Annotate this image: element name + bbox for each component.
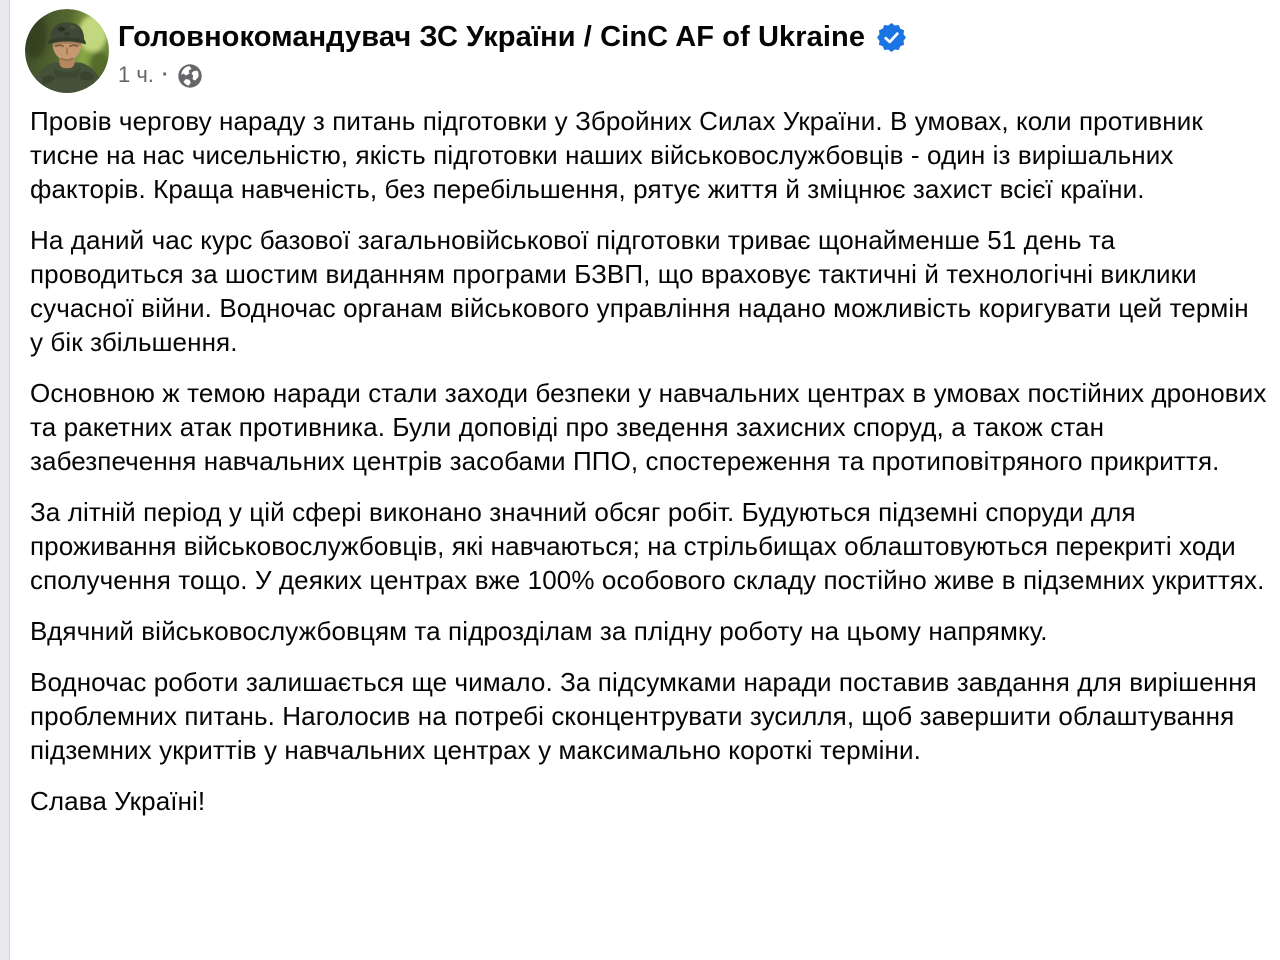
page-name-link[interactable]: Головнокомандувач ЗС України / CinC AF of Ukraine: [118, 21, 866, 53]
post-paragraph: Водночас роботи залишається ще чимало. За підсумками наради поставив завдання для вирішення проблемних питань. Наголосив на потребі сконцентрувати зусилля, щоб завершити облаштування підземних укриттів у навчальних центрах у максимально короткі терміни.: [30, 667, 1257, 765]
post-paragraph: На даний час курс базової загальновійськової підготовки триває щонайменше 51 день та проводиться за шостим виданням програми БЗВП, що враховує тактичні й технологічні виклики сучасної війни. Водночас органам військового управління надано можливість коригувати цей термін у бік збільшення.: [30, 225, 1249, 357]
post-paragraph: Провів чергову нараду з питань підготовки у Збройних Силах України. В умовах, коли противник тисне на нас чисельністю, якість підготовки наших військовослужбовців - один із вирішальних факторів. Краща навченість, без перебільшення, рятує життя й зміцнює захист всієї країни.: [30, 106, 1203, 204]
post-header: [11, 0, 1280, 93]
avatar-photo: [25, 9, 109, 93]
post-text: [11, 93, 1280, 818]
post-meta-row: [118, 61, 906, 89]
post-paragraph: За літній період у цій сфері виконано значний обсяг робіт. Будуються підземні споруди для проживання військовослужбовців, які навчаються; на стрільбищах облаштовуються перекриті ходи сполучення тощо. У деяких центрах вже 100% особового складу постійно живе в підземних укриттях.: [30, 497, 1265, 595]
name-row: [118, 19, 906, 55]
post-paragraph: Слава Україні!: [30, 786, 206, 816]
header-info: [118, 9, 906, 93]
facebook-post: [11, 0, 1280, 960]
verified-badge-icon: [877, 23, 906, 52]
globe-icon: [177, 63, 203, 89]
post-paragraph: Основною ж темою наради стали заходи безпеки у навчальних центрах в умовах постійних дронових та ракетних атак противника. Були доповіді про зведення захисних споруд, а також стан забезпечення навчальних центрів засобами ППО, спостереження та протиповітряного прикриття.: [30, 378, 1267, 476]
page-background-strip: [0, 0, 10, 960]
post-paragraph: Вдячний військовослужбовцям та підрозділам за плідну роботу на цьому напрямку.: [30, 616, 1048, 646]
meta-separator: ·: [161, 64, 169, 86]
timestamp[interactable]: 1 ч.: [118, 62, 154, 87]
avatar[interactable]: [25, 9, 109, 93]
